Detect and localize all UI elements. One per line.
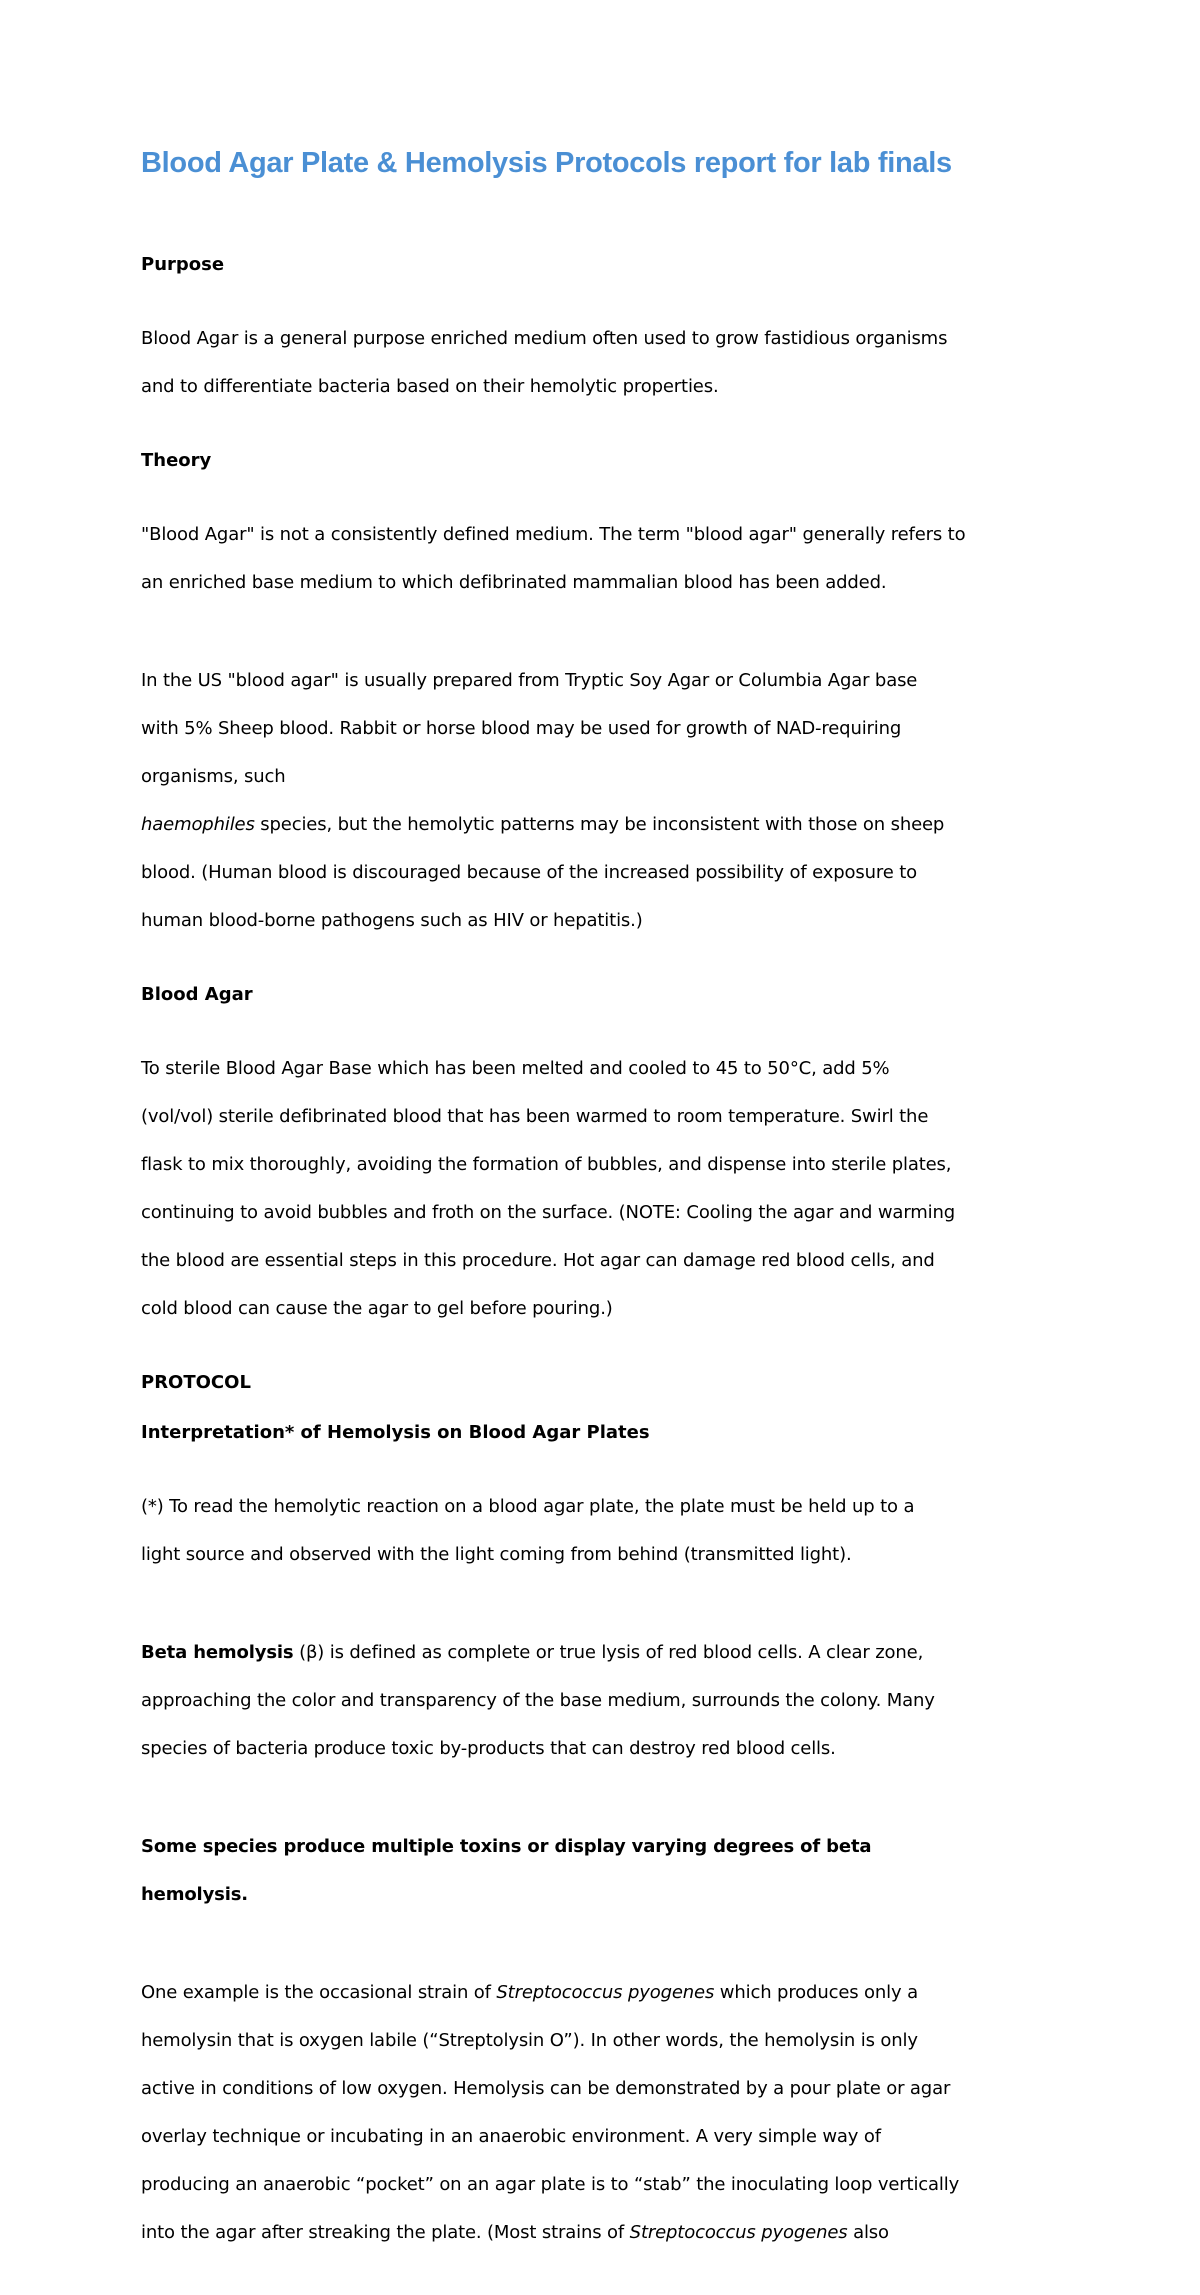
text-line: approaching the color and transparency of the base medium, surrounds the colony. Many (141, 1690, 935, 1711)
text-line (141, 1641, 1071, 1665)
blood-agar-paragraph (141, 1033, 1071, 1345)
text-run: (β) is defined as complete or true lysis of red blood cells. A clear zone, (293, 1642, 924, 1663)
text-line: To sterile Blood Agar Base which has been melted and cooled to 45 to 50°C, add 5% (141, 1058, 890, 1079)
text-line: human blood-borne pathogens such as HIV or hepatitis.) (141, 910, 643, 931)
protocol-heading: PROTOCOL (141, 1372, 251, 1393)
text-line: and to differentiate bacteria based on their hemolytic properties. (141, 376, 719, 397)
text-line: continuing to avoid bubbles and froth on the surface. (NOTE: Cooling the agar and warming (141, 1202, 956, 1223)
text-line: (*) To read the hemolytic reaction on a blood agar plate, the plate must be held up to a (141, 1496, 915, 1517)
text-line: In the US "blood agar" is usually prepared from Tryptic Soy Agar or Columbia Agar base (141, 670, 918, 691)
text-line: the blood are essential steps in this procedure. Hot agar can damage red blood cells, and (141, 1250, 935, 1271)
text-run: also (847, 2222, 889, 2243)
text-line: "Blood Agar" is not a consistently defined medium. The term "blood agar" generally refers to (141, 524, 966, 545)
text-line: Blood Agar is a general purpose enriched medium often used to grow fastidious organisms (141, 328, 948, 349)
text-line: an enriched base medium to which defibrinated mammalian blood has been added. (141, 572, 887, 593)
document-title: Blood Agar Plate & Hemolysis Protocols report for lab finals (141, 147, 952, 179)
text-line: organisms, such (141, 766, 286, 787)
italic-term: haemophiles (141, 814, 255, 835)
purpose-paragraph (141, 303, 1071, 423)
text-line: producing an anaerobic “pocket” on an agar plate is to “stab” the inoculating loop vertically (141, 2174, 960, 2195)
theory-paragraph-1 (141, 499, 1071, 619)
interpretation-heading: Interpretation* of Hemolysis on Blood Agar Plates (141, 1422, 650, 1443)
text-line: flask to mix thoroughly, avoiding the formation of bubbles, and dispense into sterile plates, (141, 1154, 952, 1175)
text-line: with 5% Sheep blood. Rabbit or horse blood may be used for growth of NAD-requiring (141, 718, 902, 739)
purpose-heading: Purpose (141, 254, 225, 275)
beta-hemolysis-term: Beta hemolysis (141, 1642, 294, 1663)
beta-hemolysis-paragraph (141, 1617, 1071, 1785)
text-line: hemolysis. (141, 1884, 248, 1905)
text-line: cold blood can cause the agar to gel before pouring.) (141, 1298, 613, 1319)
document-page (141, 143, 1071, 2295)
text-run: One example is the occasional strain of (141, 1982, 497, 2003)
text-line: blood. (Human blood is discouraged because of the increased possibility of exposure to (141, 862, 917, 883)
text-line: Some species produce multiple toxins or display varying degrees of beta (141, 1836, 872, 1857)
example-paragraph (141, 1957, 1071, 2269)
species-heading (141, 1811, 1071, 1931)
text-line: active in conditions of low oxygen. Hemolysis can be demonstrated by a pour plate or agar (141, 2078, 951, 2099)
text-line (141, 813, 1071, 837)
text-line: species of bacteria produce toxic by-products that can destroy red blood cells. (141, 1738, 836, 1759)
text-line: light source and observed with the light coming from behind (transmitted light). (141, 1544, 852, 1565)
text-run: into the agar after streaking the plate. (Most strains of (141, 2222, 630, 2243)
text-line: (vol/vol) sterile defibrinated blood that has been warmed to room temperature. Swirl the (141, 1106, 929, 1127)
theory-paragraph-2 (141, 645, 1071, 957)
text-line: hemolysin that is oxygen labile (“Streptolysin O”). In other words, the hemolysin is only (141, 2030, 918, 2051)
interpretation-paragraph (141, 1471, 1071, 1591)
text-line (141, 1981, 1071, 2005)
text-line: overlay technique or incubating in an anaerobic environment. A very simple way of (141, 2126, 881, 2147)
italic-term: Streptococcus pyogenes (496, 1982, 715, 2003)
text-run: species, but the hemolytic patterns may be inconsistent with those on sheep (254, 814, 945, 835)
italic-term: Streptococcus pyogenes (629, 2222, 848, 2243)
text-line (141, 2221, 1071, 2245)
blood-agar-heading: Blood Agar (141, 984, 253, 1005)
theory-heading: Theory (141, 450, 212, 471)
text-run: which produces only a (714, 1982, 918, 2003)
